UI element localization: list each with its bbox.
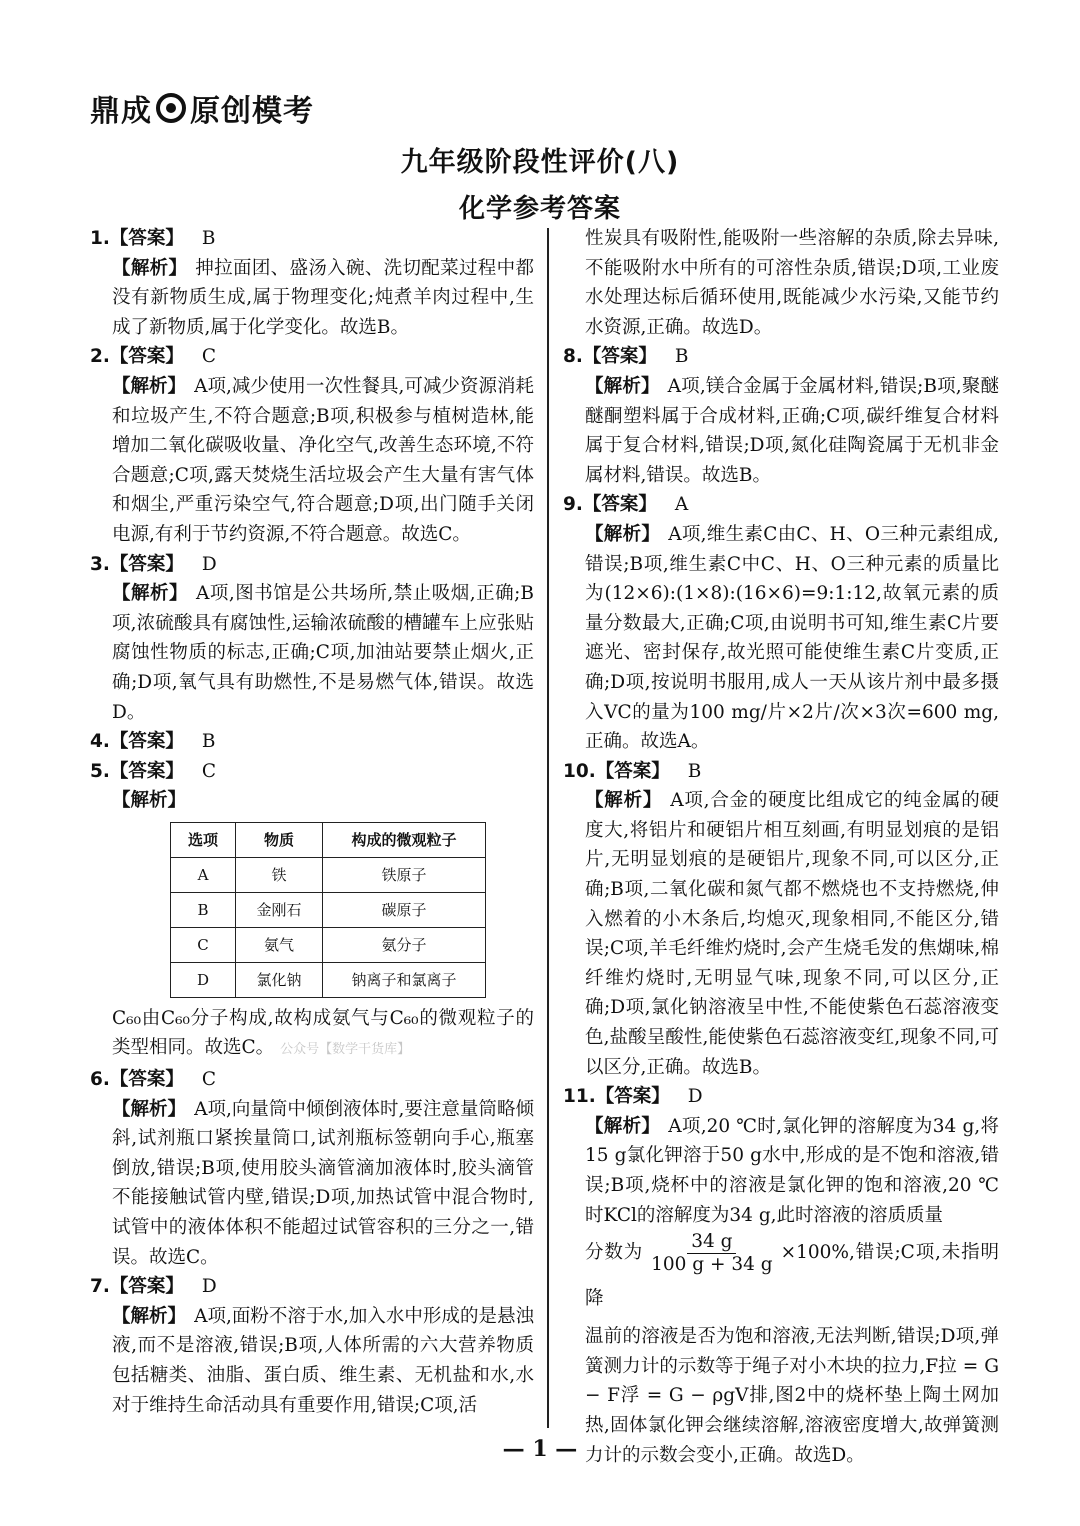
answer-label: 【答案】 [109, 553, 184, 575]
question-number: 2. [90, 346, 110, 368]
right-column [563, 224, 999, 1470]
question-number: 9. [563, 494, 583, 516]
answer-value: D [201, 1276, 217, 1298]
fraction-denominator: 100 g + 34 g [651, 1253, 773, 1275]
answer-label: 【答案】 [109, 1276, 184, 1298]
column-divider [547, 228, 549, 1428]
question-number: 8. [563, 346, 583, 368]
table-header: 构成的微观粒子 [323, 822, 486, 857]
question-3 [90, 550, 534, 580]
explain-label: 【解析】 [112, 790, 187, 812]
table-row [171, 892, 486, 927]
explain-text: A项,合金的硬度比组成它的纯金属的硬度大,将铝片和硬铝片相互刻画,有明显划痕的是铝片,无明显划痕的是硬铝片,现象不同,可以区分,正确;B项,二氧化碳和氮气都不燃烧也不支持燃烧,伸入燃着的小木条后,均熄灭,现象相同,不能区分,错误;C项,羊毛纤维灼烧时,会产生烧毛发的焦煳味,棉纤维灼烧时,无明显气味,现象不同,可以区分,正确;D项,氯化钠溶液呈中性,不能使紫色石蕊溶液变色,盐酸呈酸性,能使紫色石蕊溶液变红,现象不同,可以区分,正确。故选B。 [585, 790, 999, 1078]
brand-name-right: 原创模考 [190, 94, 314, 129]
explain-text: A项,维生素C由C、H、O三种元素组成,错误;B项,维生素C中C、H、O三种元素的质量比为(12×6):(1×8):(16×6)=9:1:12,故氧元素的质量分数最大,正确;C项,由说明书可知,维生素C片要遮光、密封保存,故光照可能使维生素C片变质,正确;D项,按说明书服用,成人一天从该片剂中最多摄入VC的量为100 mg/片×2片/次×3次=600 mg,正确。故选A。 [585, 523, 999, 753]
table-cell: 氯化钠 [236, 962, 323, 997]
answer-label: 【答案】 [582, 494, 657, 516]
explain-label: 【解析】 [585, 375, 660, 397]
page-number: — 1 — [502, 1436, 578, 1462]
explain-label: 【解析】 [585, 1115, 661, 1137]
question-number: 3. [90, 553, 110, 575]
explain-label: 【解析】 [112, 375, 187, 397]
answer-label: 【答案】 [109, 346, 184, 368]
question-1 [90, 224, 534, 254]
answer-value: C [201, 760, 217, 782]
question-number: 7. [90, 1276, 110, 1298]
explain-text: A项,减少使用一次性餐具,可减少资源消耗和垃圾产生,不符合题意;B项,积极参与植树造林,能增加二氧化碳吸收量、净化空气,改善生态环境,不符合题意;C项,露天焚烧生活垃圾会产生大量有害气体和烟尘,严重污染空气,符合题意;D项,出门随手关闭电源,有利于节约资源,不符合题意。故选C。 [112, 375, 534, 545]
explain-text: A项,面粉不溶于水,加入水中形成的是悬浊液,而不是溶液,错误;B项,人体所需的六大营养物质包括糖类、油脂、蛋白质、维生素、无机盐和水,水对于维持生命活动具有重要作用,错误;C项,活 [112, 1305, 534, 1416]
page-subtitle: 化学参考答案 [458, 194, 621, 224]
explanation-11-fraction-line [563, 1230, 999, 1322]
explain-text: 分数为 [585, 1242, 644, 1264]
explanation-6 [90, 1095, 534, 1273]
explanation-5 [90, 786, 534, 816]
question-number: 11. [563, 1086, 596, 1108]
explain-text: 性炭具有吸附性,能吸附一些溶解的杂质,除去异味,不能吸附水中所有的可溶性杂质,错误;D项,工业废水处理达标后循环使用,既能减少水污染,又能节约水资源,正确。故选D。 [585, 228, 999, 338]
explanation-9 [563, 520, 999, 757]
explain-text: A项,镁合金属于金属材料,错误;B项,聚醚醚酮塑料属于合成材料,正确;C项,碳纤维复合材料属于复合材料,错误;D项,氮化硅陶瓷属于无机非金属材料,错误。故选B。 [585, 375, 999, 486]
brand-target-icon [156, 93, 186, 123]
page-title: 九年级阶段性评价(八) [400, 147, 680, 178]
explanation-8 [563, 372, 999, 490]
question-10 [563, 757, 999, 787]
fraction [647, 1231, 777, 1276]
explain-text: A项,20 ℃时,氯化钾的溶解度为34 g,将15 g氯化钾溶于50 g水中,形成的是不饱和溶液,错误;B项,烧杯中的溶液是氯化钾的饱和溶液,20 ℃时KCl的溶解度为34 g,此时溶液的溶质质量 [585, 1115, 999, 1226]
answer-label: 【答案】 [595, 1086, 670, 1108]
brand-name-left: 鼎成 [90, 94, 152, 129]
question-number: 5. [90, 760, 110, 782]
question-5 [90, 757, 534, 787]
question-2 [90, 342, 534, 372]
explanation-2 [90, 372, 534, 550]
explanation-10 [563, 786, 999, 1082]
question-number: 6. [90, 1069, 110, 1091]
answer-label: 【答案】 [109, 1069, 184, 1091]
table-cell: 铁原子 [323, 857, 486, 892]
table-row [171, 962, 486, 997]
fraction-numerator: 34 g [687, 1231, 736, 1254]
answer-value: B [687, 760, 702, 782]
table-cell: 钠离子和氯离子 [323, 962, 486, 997]
explain-label: 【解析】 [112, 583, 189, 605]
explain-label: 【解析】 [112, 1305, 187, 1327]
question-6 [90, 1065, 534, 1095]
table-cell: 金刚石 [236, 892, 323, 927]
left-column [90, 224, 534, 1420]
answer-label: 【答案】 [109, 760, 184, 782]
answer-value: C [201, 1069, 217, 1091]
answer-value: D [687, 1086, 703, 1108]
question-number: 10. [563, 760, 596, 782]
question-7 [90, 1272, 534, 1302]
table-cell: D [171, 962, 236, 997]
explain-text: C₆₀由C₆₀分子构成,故构成氨气与C₆₀的微观粒子的类型相同。故选C。 [112, 1007, 534, 1059]
question-8 [563, 342, 999, 372]
particle-table [170, 822, 486, 998]
explain-text: A项,向量筒中倾倒液体时,要注意量筒略倾斜,试剂瓶口紧挨量筒口,试剂瓶标签朝向手心,瓶塞倒放,错误;B项,使用胶头滴管滴加液体时,胶头滴管不能接触试管内壁,错误;D项,加热试管中混合物时,试管中的液体体积不能超过试管容积的三分之一,错误。故选C。 [112, 1098, 534, 1268]
answer-value: C [201, 346, 217, 368]
explain-text: A项,图书馆是公共场所,禁止吸烟,正确;B项,浓硫酸具有腐蚀性,运输浓硫酸的槽罐车上应张贴腐蚀性物质的标志,正确;C项,加油站要禁止烟火,正确;D项,氧气具有助燃性,不是易燃气体,错误。故选D。 [112, 583, 534, 723]
explain-text: 抻拉面团、盛汤入碗、洗切配菜过程中都没有新物质生成,属于物理变化;炖煮羊肉过程中,生成了新物质,属于化学变化。故选B。 [112, 257, 534, 338]
question-4 [90, 727, 534, 757]
question-number: 1. [90, 228, 110, 249]
question-number: 4. [90, 731, 110, 753]
table-cell: 氨气 [236, 927, 323, 962]
explain-label: 【解析】 [112, 1098, 187, 1120]
table-header-row [171, 822, 486, 857]
table-header: 物质 [236, 822, 323, 857]
explanation-11 [563, 1112, 999, 1230]
table-cell: C [171, 927, 236, 962]
table-row [171, 857, 486, 892]
answer-value: B [201, 731, 216, 753]
answer-label: 【答案】 [109, 228, 184, 249]
explanation-3 [90, 579, 534, 727]
brand-logo [90, 86, 314, 130]
table-cell: 铁 [236, 857, 323, 892]
answer-label: 【答案】 [595, 760, 670, 782]
table-cell: 氨分子 [323, 927, 486, 962]
question-11 [563, 1082, 999, 1112]
explain-text: ×100%,错误;C项,未指明降 [585, 1242, 999, 1310]
table-header: 选项 [171, 822, 236, 857]
table-row [171, 927, 486, 962]
table-cell: 碳原子 [323, 892, 486, 927]
explanation-7 [90, 1302, 534, 1420]
answer-value: A [674, 494, 689, 516]
answer-label: 【答案】 [582, 346, 657, 368]
explanation-5-conclusion [90, 1004, 534, 1065]
explain-label: 【解析】 [585, 523, 661, 545]
answer-value: B [201, 228, 216, 249]
answer-label: 【答案】 [109, 731, 184, 753]
question-9 [563, 490, 999, 520]
explain-label: 【解析】 [112, 257, 188, 279]
explain-text: 温前的溶液是否为饱和溶液,无法判断,错误;D项,弹簧测力计的示数等于绳子对小木块的拉力,F拉 = G − F浮 = G − ρgV排,图2中的烧杯垫上陶土网加热,固体氯化钾会继续溶解,溶液密度增大,故弹簧测力计的示数会变小,正确。故选D。 [585, 1326, 999, 1466]
watermark-text: 公众号【数学干货库】 [280, 1042, 411, 1058]
answer-value: D [201, 553, 217, 575]
explanation-1 [90, 254, 534, 343]
explain-label: 【解析】 [585, 790, 663, 812]
table-cell: B [171, 892, 236, 927]
answer-value: B [674, 346, 689, 368]
table-cell: A [171, 857, 236, 892]
explanation-7-continued [563, 224, 999, 342]
